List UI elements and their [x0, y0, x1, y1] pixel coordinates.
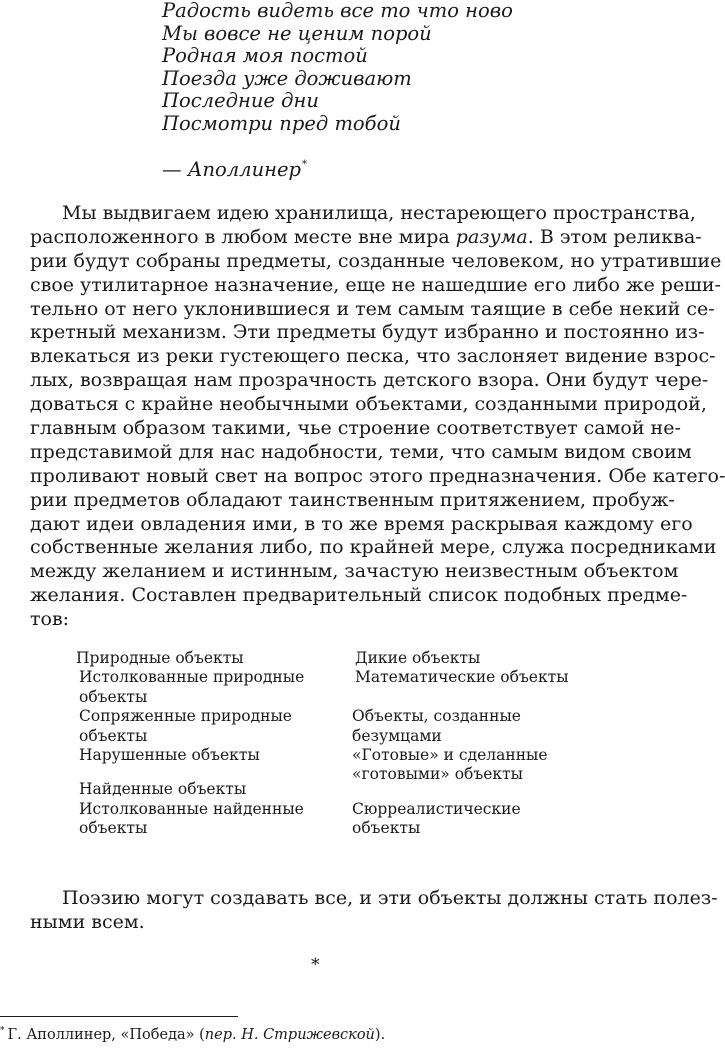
footnote-end: ).	[374, 1027, 386, 1043]
list-item: Сопряженные природные	[79, 707, 292, 726]
text-line: рии предметов обладают таинственным притяжением, пробуж-	[30, 488, 675, 511]
text-line: рии будут собраны предметы, созданные человеком, но утратившие	[30, 249, 722, 272]
list-item: объекты	[79, 687, 148, 706]
text-line: кретный механизм. Эти предметы будут избранно и постоянно из-	[30, 321, 705, 344]
list-item: Истолкованные найденные	[79, 799, 304, 818]
list-item: объекты	[79, 726, 148, 745]
text-line: Поэзию могут создавать все, и эти объекты должны стать полез-	[62, 887, 718, 909]
list-item: Математические объекты	[355, 668, 569, 687]
text-line: между желанием и истинным, зачастую неизвестным объектом	[30, 560, 679, 583]
footnote-mark: *	[0, 1026, 5, 1036]
text-line: тов:	[30, 608, 70, 631]
poem-line: Посмотри пред тобой	[162, 111, 401, 135]
list-item: Найденные объекты	[79, 780, 247, 799]
list-item: объекты	[352, 819, 421, 838]
text-line: свое утилитарное назначение, еще не нашедшие его либо же реши-	[30, 273, 721, 296]
epigraph-attribution	[162, 158, 307, 181]
objects-list-left	[76, 649, 346, 839]
footnote-text: Г. Аполлинер, «Победа» (	[7, 1027, 205, 1043]
text-line: расположенного в любом месте вне мира разума. В этом реликва-	[30, 225, 702, 248]
section-separator: *	[311, 955, 320, 975]
text-line: влекаться из реки густеющего песка, что заслоняет видение взрос-	[30, 345, 716, 368]
text-line: желания. Составлен предварительный список подобных предме-	[30, 584, 688, 607]
list-item: Дикие объекты	[355, 649, 481, 667]
text-line: доваться с крайне необычными объектами, созданными природой,	[30, 393, 707, 416]
text-line: дают идеи овладения ими, в то же время раскрывая каждому его	[30, 512, 693, 535]
footnote-ref[interactable]: *	[302, 159, 308, 170]
list-item: объекты	[79, 819, 148, 838]
poem-line: Родная моя постой	[162, 44, 368, 68]
list-item: Нарушенные объекты	[79, 746, 260, 765]
attribution-text: — Аполлинер	[162, 158, 302, 181]
text-line: лых, возвращая нам прозрачность детского взора. Они будут чере-	[30, 369, 709, 392]
objects-list-right	[352, 649, 612, 839]
poem-line: Поезда уже доживают	[162, 66, 412, 90]
footnote-divider	[0, 1016, 238, 1017]
list-item: безумцами	[352, 726, 442, 745]
text-line: тельно от него уклонившиеся и тем самым таящие в себе некий се-	[30, 297, 715, 320]
text-line: представимой для нас надобности, теми, что самым видом своим	[30, 440, 692, 463]
poem-line: Радость видеть все то что ново	[162, 0, 513, 22]
footnote-translator: пер. Н. Стрижевской	[204, 1027, 375, 1043]
closing-paragraph	[30, 887, 718, 935]
list-item: «Готовые» и сделанные	[352, 746, 548, 765]
footnote	[0, 1026, 385, 1043]
list-item: Природные объекты	[76, 649, 244, 667]
emphasis-word: разума	[455, 225, 528, 248]
list-item: «готовыми» объекты	[352, 765, 523, 784]
text-line: собственные желания либо, по крайней мере, служа посредниками	[30, 536, 717, 559]
epigraph-poem	[162, 0, 513, 136]
list-item: Истолкованные природные	[79, 668, 305, 687]
list-item: Объекты, созданные	[352, 707, 521, 726]
poem-line: Последние дни	[162, 89, 319, 113]
text-line: ными всем.	[30, 910, 145, 933]
text-line: главным образом такими, чье строение соответствует самой не-	[30, 417, 681, 440]
poem-line: Мы вовсе не ценим порой	[162, 21, 432, 45]
text-line: проливают новый свет на вопрос этого предназначения. Обе катего-	[30, 464, 725, 487]
main-paragraph	[30, 202, 725, 632]
list-item: Сюрреалистические	[352, 799, 521, 818]
text-line: Мы выдвигаем идею хранилища, нестареющего пространства,	[62, 202, 696, 224]
